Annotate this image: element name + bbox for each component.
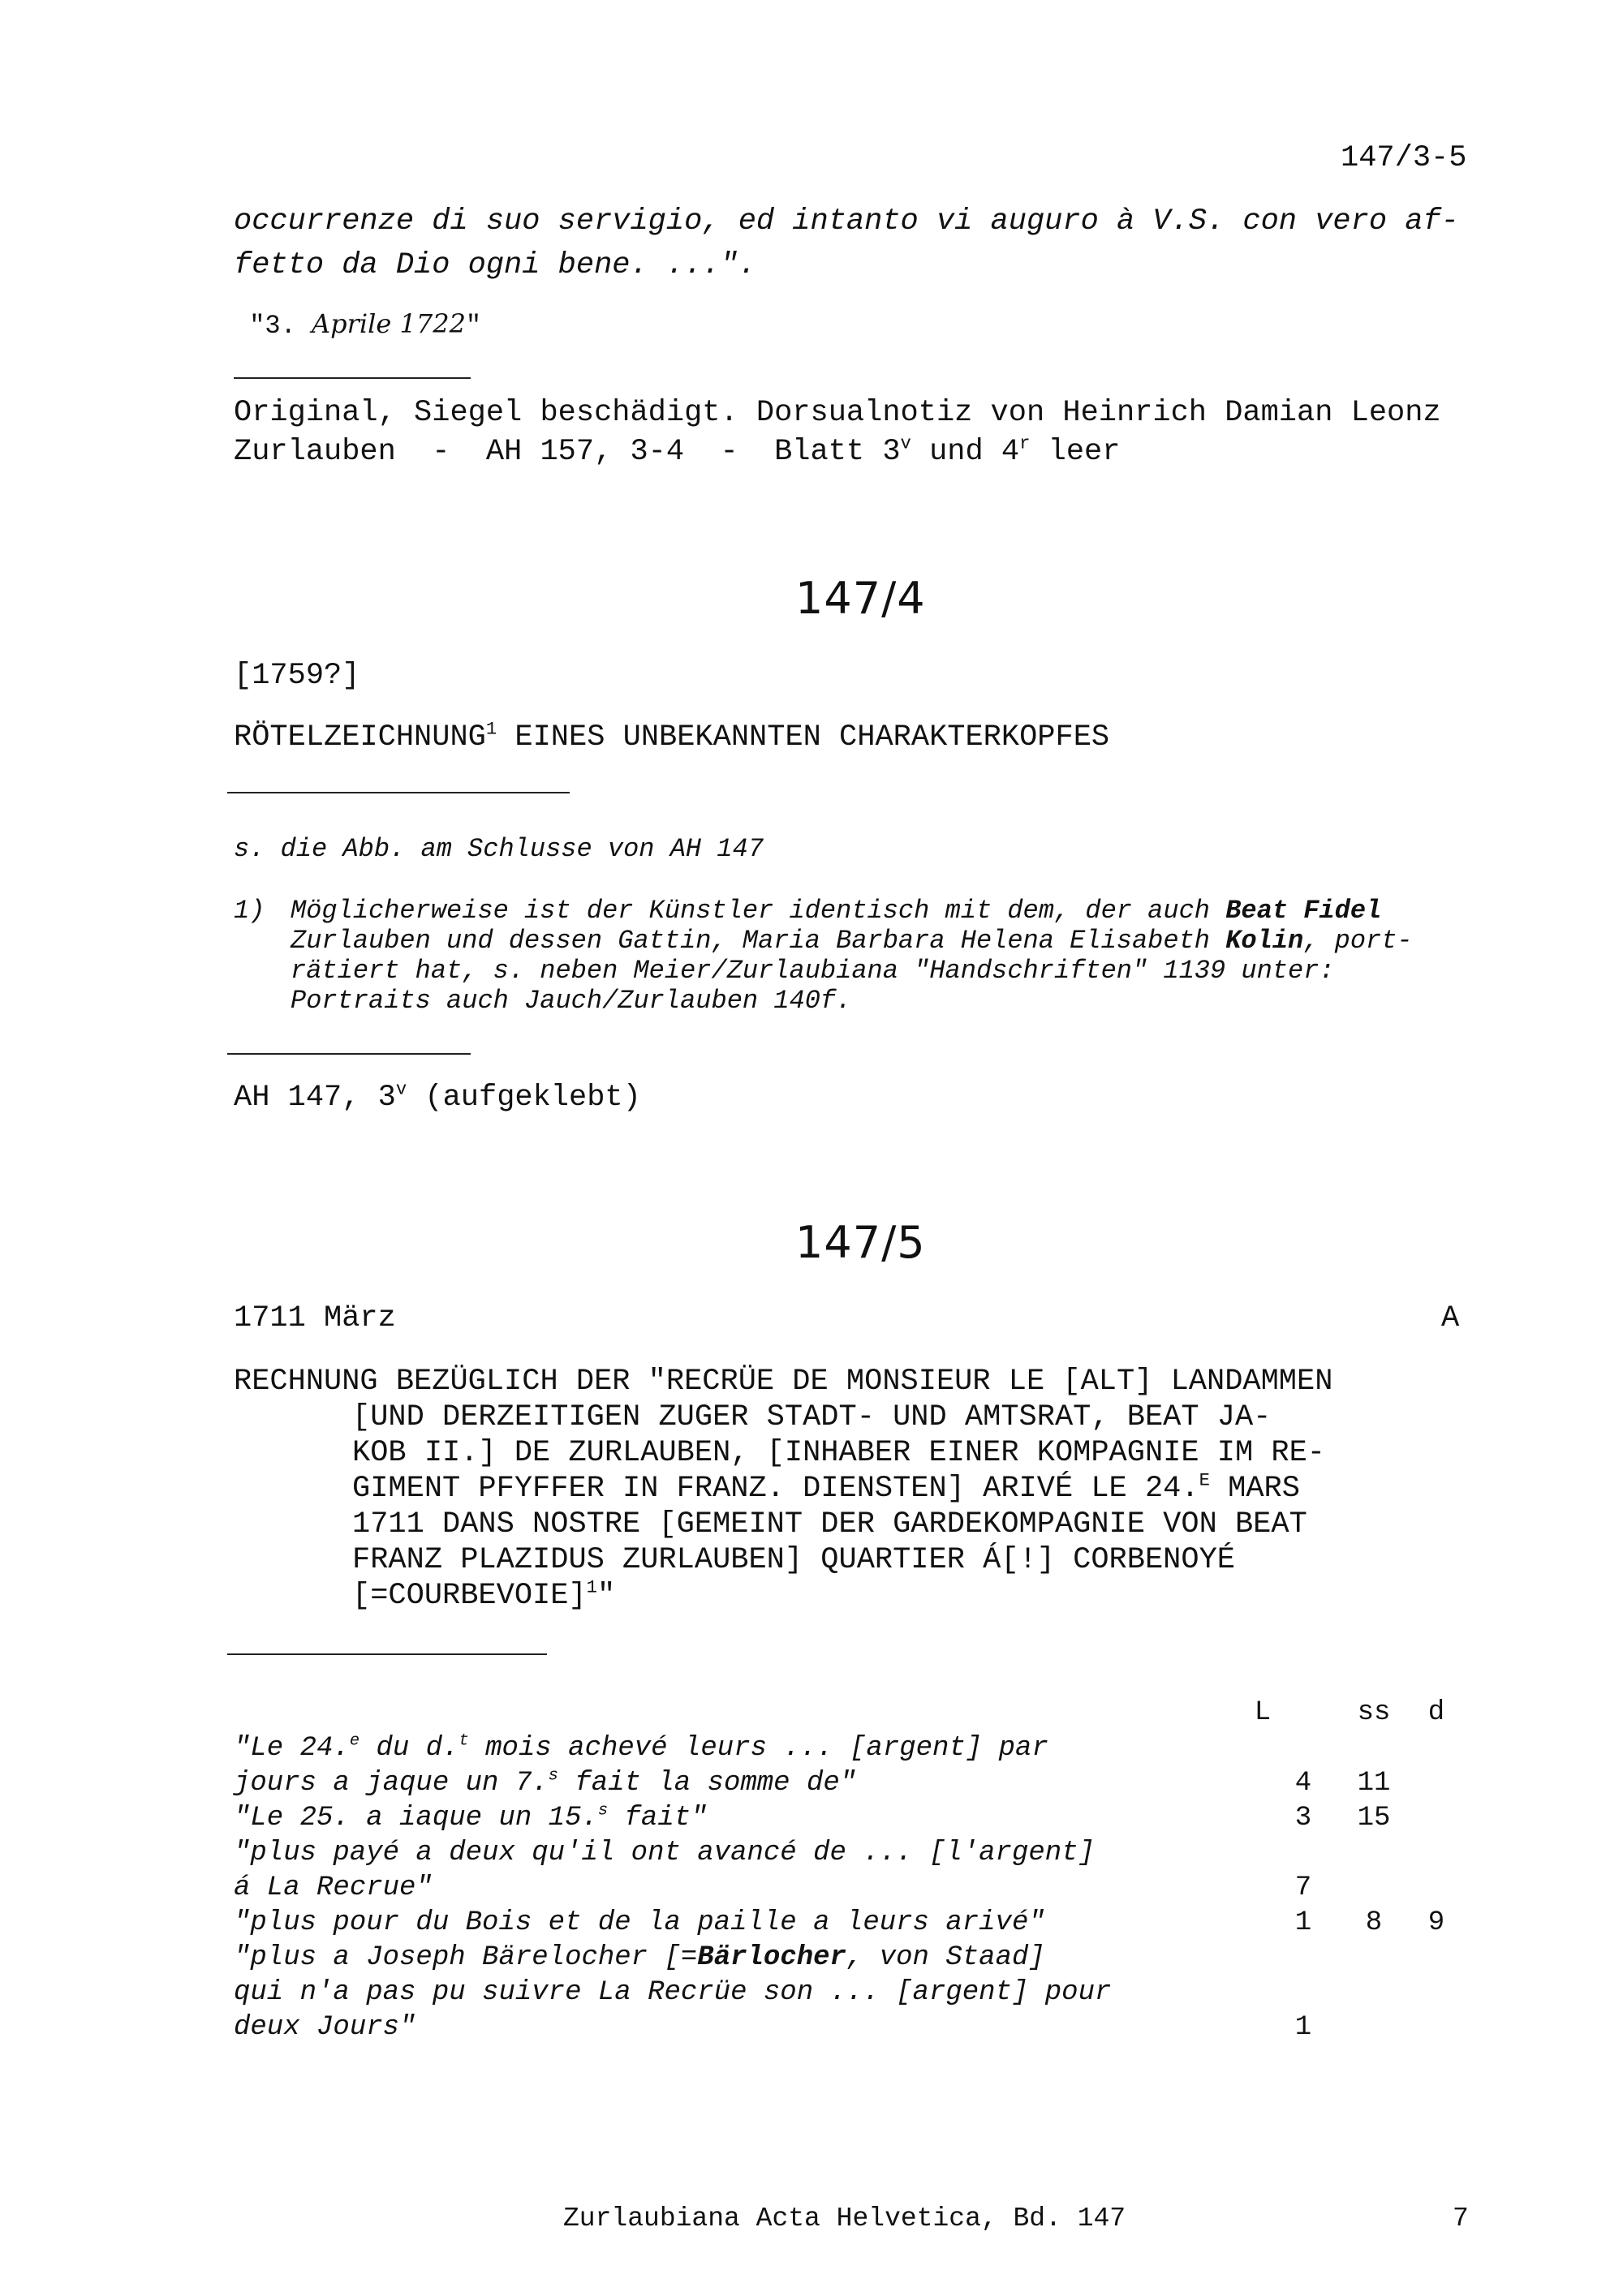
entry-title-text: RÖTELZEICHNUNG <box>234 720 486 755</box>
ledger-value-l: 7 <box>1294 1872 1312 1903</box>
ledger-value-ss: 11 <box>1357 1768 1391 1799</box>
ledger-description <box>234 1733 1048 1764</box>
letter-date-prefix: "3. <box>249 311 312 341</box>
ledger-row <box>234 1733 1548 1769</box>
reference-note: s. die Abb. am Schlusse von AH 147 <box>234 834 764 864</box>
divider <box>227 1653 547 1655</box>
footnote-text: , port- <box>1303 926 1413 956</box>
divider <box>227 792 570 793</box>
footer-title: Zurlaubiana Acta Helvetica, Bd. 147 <box>563 2204 1126 2234</box>
ledger-text: qui n'a pas pu suivre La Recrüe son ... [argent] pour <box>234 1977 1112 2008</box>
source-sup: v <box>395 1079 407 1100</box>
ledger-text: á La Recrue" <box>234 1872 433 1903</box>
ledger-header-ss: ss <box>1357 1697 1391 1728</box>
note-text: leer <box>1030 435 1121 469</box>
ledger-row <box>234 1907 1548 1943</box>
ledger-description <box>234 1907 1045 1938</box>
footnote-bold-name: Kolin <box>1225 926 1304 956</box>
source-text: (aufgeklebt) <box>407 1081 641 1115</box>
ledger-row <box>234 1838 1548 1873</box>
note-sup: v <box>900 433 911 454</box>
letter-text-line: fetto da Dio ogni bene. ...". <box>234 248 756 282</box>
ledger-text: du d. <box>359 1733 459 1764</box>
ledger-sup: e <box>349 1731 360 1751</box>
entry-title-line: 1711 DANS NOSTRE [GEMEINT DER GARDEKOMPAGNIE VON BEAT <box>352 1507 1307 1541</box>
ledger-row <box>234 1942 1548 1978</box>
ledger-row <box>234 1803 1548 1838</box>
ledger-text: , von Staad] <box>846 1942 1045 1973</box>
source-note <box>234 1081 641 1115</box>
entry-title-line: FRANZ PLAZIDUS ZURLAUBEN] QUARTIER Á[!] CORBENOYÉ <box>352 1543 1235 1577</box>
entry-title-line <box>352 1579 615 1613</box>
ledger-value-d: 9 <box>1427 1907 1445 1938</box>
entry-number: 147/4 <box>795 573 926 624</box>
entry-title-text: " <box>596 1579 616 1613</box>
ledger-row <box>234 1977 1548 2013</box>
ledger-text: fait la somme de" <box>558 1768 857 1799</box>
ledger-text: deux Jours" <box>234 2012 416 2043</box>
footnote-ref: 1 <box>586 1577 597 1598</box>
ledger-sup: s <box>548 1766 558 1786</box>
page-number: 7 <box>1453 2204 1469 2234</box>
footnote-text: Zurlauben und dessen Gattin, Maria Barbara Helena Elisabeth <box>291 926 1226 956</box>
divider <box>227 1053 471 1055</box>
ledger-description <box>234 1768 856 1799</box>
letter-text-line: occurrenze di suo servigio, ed intanto vi auguro à V.S. con vero af- <box>234 204 1459 239</box>
ledger-text: "Le 24. <box>234 1733 350 1764</box>
ledger-sup: s <box>597 1801 609 1821</box>
ledger-description <box>234 2012 415 2043</box>
ledger-text: "plus payé a deux qu'il ont avancé de ... [l'argent] <box>234 1838 1095 1868</box>
entry-title-text: EINES UNBEKANNTEN CHARAKTERKOPFES <box>497 720 1110 755</box>
ledger-description <box>234 1977 1111 2008</box>
footnote-marker: 1) <box>234 896 265 926</box>
footnote-ref: 1 <box>485 719 497 740</box>
title-sup: E <box>1199 1470 1210 1491</box>
ledger-header-d: d <box>1427 1697 1445 1728</box>
ledger-text: fait" <box>608 1803 708 1834</box>
ledger-description <box>234 1803 708 1834</box>
divider <box>234 377 471 379</box>
footnote-line <box>291 926 1413 956</box>
ledger-value-ss: 8 <box>1365 1907 1383 1938</box>
note-text: Zurlauben - AH 157, 3-4 - Blatt 3 <box>234 435 901 469</box>
footnote-text: Möglicherweise ist der Künstler identisch mit dem, der auch <box>291 896 1226 926</box>
entry-title <box>234 720 1109 755</box>
entry-date: 1711 März <box>234 1301 396 1335</box>
entry-title-line <box>352 1472 1300 1506</box>
footnote-line <box>291 896 1381 926</box>
archival-note-line: Original, Siegel beschädigt. Dorsualnotiz von Heinrich Damian Leonz <box>234 396 1441 430</box>
ledger-value-l: 4 <box>1294 1768 1312 1799</box>
page-header: 147/3-5 <box>1341 141 1467 175</box>
entry-title-line: KOB II.] DE ZURLAUBEN, [INHABER EINER KOMPAGNIE IM RE- <box>352 1436 1325 1470</box>
ledger-row <box>234 1768 1548 1804</box>
ledger-value-ss: 15 <box>1357 1803 1391 1834</box>
ledger-text: "plus a Joseph Bärelocher [= <box>234 1942 698 1973</box>
ledger-value-l: 1 <box>1294 2012 1312 2043</box>
ledger-header-l: L <box>1254 1697 1272 1728</box>
ledger-text: "plus pour du Bois et de la paille a leurs arivé" <box>234 1907 1045 1938</box>
entry-title-text: [=COURBEVOIE] <box>352 1579 587 1613</box>
entry-title-line: RECHNUNG BEZÜGLICH DER "RECRÜE DE MONSIEUR LE [ALT] LANDAMMEN <box>234 1365 1333 1399</box>
letter-date-suffix: " <box>465 311 482 341</box>
ledger-description <box>234 1942 1045 1973</box>
archival-note-line <box>234 435 1120 469</box>
ledger-bold-name: Bärlocher <box>697 1942 846 1973</box>
ledger-sup: t <box>458 1731 469 1751</box>
letter-date <box>234 294 481 341</box>
footnote-line: rätiert hat, s. neben Meier/Zurlaubiana "Handschriften" 1139 unter: <box>291 956 1335 986</box>
ledger-text: jours a jaque un 7. <box>234 1768 549 1799</box>
footnote-bold-name: Beat Fidel <box>1225 896 1382 926</box>
ledger-value-l: 3 <box>1294 1803 1312 1834</box>
ledger-row <box>234 2012 1548 2048</box>
entry-date: [1759?] <box>234 659 360 693</box>
ledger-text: "Le 25. a iaque un 15. <box>234 1803 598 1834</box>
ledger-description <box>234 1838 1095 1868</box>
entry-number: 147/5 <box>795 1217 926 1268</box>
ledger-value-l: 1 <box>1294 1907 1312 1938</box>
note-text: und 4 <box>911 435 1020 469</box>
ledger-text: mois achevé leurs ... [argent] par <box>468 1733 1048 1764</box>
ledger-description <box>234 1872 433 1903</box>
entry-title-text: GIMENT PFYFFER IN FRANZ. DIENSTEN] ARIVÉ LE 24. <box>352 1472 1199 1506</box>
entry-title-text: MARS <box>1209 1472 1300 1506</box>
note-sup: r <box>1019 433 1031 454</box>
source-text: AH 147, 3 <box>234 1081 396 1115</box>
letter-date-handwritten: Aprile 1722 <box>312 308 466 339</box>
footnote-line: Portraits auch Jauch/Zurlauben 140f. <box>291 986 852 1016</box>
ledger-row <box>234 1872 1548 1908</box>
ledger-header <box>234 1697 1548 1733</box>
entry-marker: A <box>1441 1301 1460 1335</box>
entry-title-line: [UND DERZEITIGEN ZUGER STADT- UND AMTSRAT, BEAT JA- <box>352 1400 1272 1434</box>
